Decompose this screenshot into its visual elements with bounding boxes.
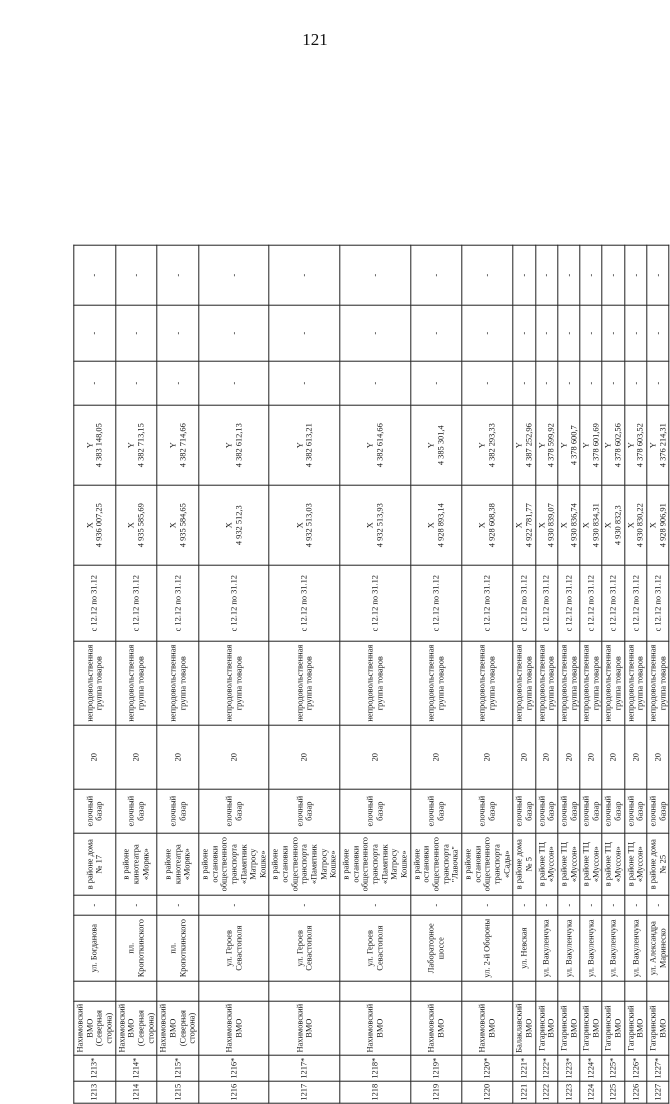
street-cell: ул. 2-й Обороны: [462, 915, 513, 981]
row-id-cell: 1215*: [157, 1055, 199, 1081]
blank-cell: -: [157, 895, 199, 915]
area-cell: 20: [74, 725, 116, 789]
period-cell: с 12.12 по 31.12: [340, 565, 411, 641]
area-cell: 20: [558, 725, 580, 789]
blank-cell: -: [462, 245, 513, 305]
street-cell: ул. Героев Севастополя: [340, 915, 411, 981]
object-type-cell: елочный базар: [513, 789, 535, 833]
object-type-cell: елочный базар: [74, 789, 116, 833]
street-cell: ул. Героев Севастополя: [199, 915, 270, 981]
period-cell: с 12.12 по 31.12: [74, 565, 116, 641]
coordinate-x-cell: X 4 935 584,65: [157, 485, 199, 565]
coordinate-y-cell: Y 4 378 602,56: [602, 405, 624, 485]
blank-cell: -: [199, 245, 270, 305]
row-id-cell: 1225*: [602, 1055, 624, 1081]
goods-group-cell: непродовольственная группа товаров: [157, 641, 199, 725]
period-cell: с 12.12 по 31.12: [410, 565, 461, 641]
area-cell: 20: [199, 725, 270, 789]
coordinate-x-cell: X 4 935 585,69: [115, 485, 157, 565]
blank-cell: -: [462, 305, 513, 361]
blank-cell: [580, 981, 602, 1001]
coordinate-y-cell: Y 4 382 612,13: [199, 405, 270, 485]
district-cell: Нахимовский ВМО (Северная сторона): [74, 1001, 116, 1055]
district-cell: Гагаринский ВМО: [558, 1001, 580, 1055]
location-cell: в районе дома № 25: [647, 833, 669, 895]
coordinate-y-cell: Y 4 382 713,15: [115, 405, 157, 485]
coordinate-y-cell: Y 4 387 252,96: [513, 405, 535, 485]
object-type-cell: елочный базар: [558, 789, 580, 833]
blank-cell: [269, 981, 340, 1001]
row-id-cell: 1213*: [74, 1055, 116, 1081]
street-cell: ул. Вакуленчука: [602, 915, 624, 981]
blank-cell: -: [602, 361, 624, 405]
blank-cell: -: [199, 895, 270, 915]
row-id-cell: 1214*: [115, 1055, 157, 1081]
table-row: [602, 245, 624, 1103]
row-id-cell: 1224*: [580, 1055, 602, 1081]
district-cell: Гагаринский ВМО: [647, 1001, 669, 1055]
object-type-cell: елочный базар: [340, 789, 411, 833]
blank-cell: -: [535, 895, 557, 915]
period-cell: с 12.12 по 31.12: [625, 565, 647, 641]
table-row: [513, 245, 535, 1103]
blank-cell: -: [269, 245, 340, 305]
object-type-cell: елочный базар: [580, 789, 602, 833]
blank-cell: -: [74, 305, 116, 361]
object-type-cell: елочный базар: [647, 789, 669, 833]
blank-cell: -: [625, 895, 647, 915]
row-number-cell: 1226: [625, 1081, 647, 1103]
blank-cell: -: [580, 361, 602, 405]
coordinate-y-cell: Y 4 378 599,92: [535, 405, 557, 485]
object-type-cell: елочный базар: [410, 789, 461, 833]
blank-cell: -: [157, 305, 199, 361]
goods-group-cell: непродовольственная группа товаров: [625, 641, 647, 725]
period-cell: с 12.12 по 31.12: [647, 565, 669, 641]
blank-cell: -: [602, 305, 624, 361]
location-cell: в районе дома № 5: [513, 833, 535, 895]
object-type-cell: елочный базар: [625, 789, 647, 833]
blank-cell: [199, 981, 270, 1001]
blank-cell: -: [647, 305, 669, 361]
row-id-cell: 1216*: [199, 1055, 270, 1081]
blank-cell: [115, 981, 157, 1001]
street-cell: пл. Кропоткинского: [115, 915, 157, 981]
district-cell: Нахимовский ВМО (Северная сторона): [115, 1001, 157, 1055]
location-cell: в районе ТЦ «Муссон»: [625, 833, 647, 895]
goods-group-cell: непродовольственная группа товаров: [647, 641, 669, 725]
coordinate-x-cell: X 4 922 781,77: [513, 485, 535, 565]
table-row: [647, 245, 669, 1103]
blank-cell: -: [410, 305, 461, 361]
street-cell: ул. Героев Севастополя: [269, 915, 340, 981]
object-type-cell: елочный базар: [535, 789, 557, 833]
district-cell: Гагаринский ВМО: [625, 1001, 647, 1055]
table-row: [340, 245, 411, 1103]
table-row: [410, 245, 461, 1103]
blank-cell: [340, 981, 411, 1001]
blank-cell: [602, 981, 624, 1001]
blank-cell: -: [269, 305, 340, 361]
location-cell: в районе ТЦ «Муссон»: [602, 833, 624, 895]
period-cell: с 12.12 по 31.12: [199, 565, 270, 641]
row-number-cell: 1217: [269, 1081, 340, 1103]
blank-cell: -: [602, 245, 624, 305]
row-id-cell: 1226*: [625, 1055, 647, 1081]
blank-cell: -: [535, 245, 557, 305]
goods-group-cell: непродовольственная группа товаров: [462, 641, 513, 725]
table-row: [269, 245, 340, 1103]
blank-cell: -: [535, 305, 557, 361]
street-cell: ул. Вакуленчука: [558, 915, 580, 981]
goods-group-cell: непродовольственная группа товаров: [115, 641, 157, 725]
coordinate-y-cell: Y 4 376 214,31: [647, 405, 669, 485]
period-cell: с 12.12 по 31.12: [535, 565, 557, 641]
location-cell: в районе остановки общественного транспорта «Памятник Матросу Кошке»: [269, 833, 340, 895]
row-number-cell: 1222: [535, 1081, 557, 1103]
goods-group-cell: непродовольственная группа товаров: [513, 641, 535, 725]
blank-cell: -: [462, 361, 513, 405]
goods-group-cell: непродовольственная группа товаров: [199, 641, 270, 725]
street-cell: ул. Александра Маринеско: [647, 915, 669, 981]
period-cell: с 12.12 по 31.12: [602, 565, 624, 641]
blank-cell: -: [625, 361, 647, 405]
blank-cell: [462, 981, 513, 1001]
period-cell: с 12.12 по 31.12: [157, 565, 199, 641]
blank-cell: -: [647, 245, 669, 305]
blank-cell: -: [269, 895, 340, 915]
object-type-cell: елочный базар: [115, 789, 157, 833]
blank-cell: -: [647, 895, 669, 915]
location-cell: в районе остановки общественного транспорта «Памятник Матросу Кошке»: [199, 833, 270, 895]
street-cell: Лабораторное шоссе: [410, 915, 461, 981]
row-id-cell: 1217*: [269, 1055, 340, 1081]
area-cell: 20: [625, 725, 647, 789]
blank-cell: -: [535, 361, 557, 405]
district-cell: Нахимовский ВМО: [410, 1001, 461, 1055]
blank-cell: -: [462, 895, 513, 915]
row-number-cell: 1214: [115, 1081, 157, 1103]
blank-cell: -: [269, 361, 340, 405]
area-cell: 20: [269, 725, 340, 789]
district-cell: Гагаринский ВМО: [602, 1001, 624, 1055]
district-cell: Балаклавский ВМО: [513, 1001, 535, 1055]
goods-group-cell: непродовольственная группа товаров: [340, 641, 411, 725]
coordinate-y-cell: Y 4 385 301,4: [410, 405, 461, 485]
coordinate-x-cell: X 4 936 007,25: [74, 485, 116, 565]
location-cell: в районе кинотеатра «Моряк»: [115, 833, 157, 895]
table-row: [625, 245, 647, 1103]
blank-cell: -: [647, 361, 669, 405]
row-id-cell: 1222*: [535, 1055, 557, 1081]
row-id-cell: 1227*: [647, 1055, 669, 1081]
location-cell: в районе ТЦ «Муссон»: [580, 833, 602, 895]
coordinate-x-cell: X 4 932 513,03: [269, 485, 340, 565]
blank-cell: -: [340, 895, 411, 915]
blank-cell: [535, 981, 557, 1001]
area-cell: 20: [157, 725, 199, 789]
coordinate-x-cell: X 4 932 512,3: [199, 485, 270, 565]
blank-cell: [157, 981, 199, 1001]
table-row: [535, 245, 557, 1103]
area-cell: 20: [410, 725, 461, 789]
blank-cell: -: [580, 305, 602, 361]
blank-cell: -: [602, 895, 624, 915]
period-cell: с 12.12 по 31.12: [115, 565, 157, 641]
goods-group-cell: непродовольственная группа товаров: [74, 641, 116, 725]
blank-cell: -: [199, 361, 270, 405]
row-number-cell: 1215: [157, 1081, 199, 1103]
blank-cell: -: [74, 361, 116, 405]
row-number-cell: 1220: [462, 1081, 513, 1103]
location-cell: в районе ТЦ «Муссон»: [535, 833, 557, 895]
goods-group-cell: непродовольственная группа товаров: [269, 641, 340, 725]
kiosk-location-table: [73, 245, 669, 1104]
blank-cell: -: [157, 245, 199, 305]
coordinate-x-cell: X 4 930 839,07: [535, 485, 557, 565]
blank-cell: [410, 981, 461, 1001]
blank-cell: [513, 981, 535, 1001]
area-cell: 20: [647, 725, 669, 789]
location-cell: в районе остановки общественного транспорта «Сады»: [462, 833, 513, 895]
coordinate-y-cell: Y 4 382 714,66: [157, 405, 199, 485]
row-number-cell: 1224: [580, 1081, 602, 1103]
blank-cell: -: [115, 895, 157, 915]
blank-cell: -: [558, 895, 580, 915]
blank-cell: -: [580, 895, 602, 915]
area-cell: 20: [602, 725, 624, 789]
table-row: [580, 245, 602, 1103]
location-cell: в районе дома № 17: [74, 833, 116, 895]
object-type-cell: елочный базар: [462, 789, 513, 833]
coordinate-y-cell: Y 4 378 600,7: [558, 405, 580, 485]
blank-cell: -: [340, 361, 411, 405]
district-cell: Гагаринский ВМО: [535, 1001, 557, 1055]
coordinate-y-cell: Y 4 382 293,33: [462, 405, 513, 485]
row-number-cell: 1227: [647, 1081, 669, 1103]
table-row: [115, 245, 157, 1103]
row-id-cell: 1218*: [340, 1055, 411, 1081]
object-type-cell: елочный базар: [269, 789, 340, 833]
period-cell: с 12.12 по 31.12: [580, 565, 602, 641]
blank-cell: -: [115, 361, 157, 405]
row-number-cell: 1213: [74, 1081, 116, 1103]
blank-cell: -: [157, 361, 199, 405]
location-cell: в районе ТЦ «Муссон»: [558, 833, 580, 895]
district-cell: Нахимовский ВМО: [340, 1001, 411, 1055]
blank-cell: -: [340, 305, 411, 361]
area-cell: 20: [535, 725, 557, 789]
blank-cell: -: [410, 895, 461, 915]
table-row: [199, 245, 270, 1103]
row-id-cell: 1220*: [462, 1055, 513, 1081]
blank-cell: -: [625, 305, 647, 361]
location-cell: в районе остановки общественного транспорта «Памятник Матросу Кошке»: [340, 833, 411, 895]
goods-group-cell: непродовольственная группа товаров: [558, 641, 580, 725]
area-cell: 20: [513, 725, 535, 789]
row-number-cell: 1225: [602, 1081, 624, 1103]
row-number-cell: 1219: [410, 1081, 461, 1103]
coordinate-x-cell: X 4 930 832,3: [602, 485, 624, 565]
period-cell: с 12.12 по 31.12: [462, 565, 513, 641]
table-row: [74, 245, 116, 1103]
blank-cell: -: [513, 245, 535, 305]
street-cell: ул. Богданова: [74, 915, 116, 981]
goods-group-cell: непродовольственная группа товаров: [410, 641, 461, 725]
row-number-cell: 1218: [340, 1081, 411, 1103]
blank-cell: -: [115, 305, 157, 361]
blank-cell: [558, 981, 580, 1001]
table-row: [157, 245, 199, 1103]
goods-group-cell: непродовольственная группа товаров: [580, 641, 602, 725]
district-cell: Гагаринский ВМО: [580, 1001, 602, 1055]
goods-group-cell: непродовольственная группа товаров: [535, 641, 557, 725]
blank-cell: -: [410, 245, 461, 305]
row-number-cell: 1223: [558, 1081, 580, 1103]
street-cell: ул. Вакуленчука: [625, 915, 647, 981]
street-cell: ул. Вакуленчука: [535, 915, 557, 981]
coordinate-x-cell: X 4 930 836,74: [558, 485, 580, 565]
row-number-cell: 1221: [513, 1081, 535, 1103]
blank-cell: -: [513, 305, 535, 361]
location-cell: в районе кинотеатра «Моряк»: [157, 833, 199, 895]
page-number: 121: [302, 30, 328, 49]
street-cell: пл. Кропоткинского: [157, 915, 199, 981]
row-id-cell: 1221*: [513, 1055, 535, 1081]
coordinate-x-cell: X 4 928 608,38: [462, 485, 513, 565]
object-type-cell: елочный базар: [157, 789, 199, 833]
district-cell: Нахимовский ВМО: [269, 1001, 340, 1055]
blank-cell: [625, 981, 647, 1001]
blank-cell: -: [558, 361, 580, 405]
blank-cell: -: [74, 895, 116, 915]
period-cell: с 12.12 по 31.12: [513, 565, 535, 641]
row-id-cell: 1223*: [558, 1055, 580, 1081]
street-cell: ул. Невская: [513, 915, 535, 981]
coordinate-y-cell: Y 4 383 148,05: [74, 405, 116, 485]
coordinate-y-cell: Y 4 382 613,21: [269, 405, 340, 485]
coordinate-y-cell: Y 4 378 601,69: [580, 405, 602, 485]
blank-cell: -: [199, 305, 270, 361]
blank-cell: [74, 981, 116, 1001]
area-cell: 20: [115, 725, 157, 789]
coordinate-y-cell: Y 4 378 603,52: [625, 405, 647, 485]
blank-cell: -: [558, 305, 580, 361]
blank-cell: -: [74, 245, 116, 305]
blank-cell: -: [558, 245, 580, 305]
coordinate-x-cell: X 4 932 513,93: [340, 485, 411, 565]
area-cell: 20: [580, 725, 602, 789]
coordinate-x-cell: X 4 930 834,31: [580, 485, 602, 565]
table-row: [462, 245, 513, 1103]
blank-cell: -: [580, 245, 602, 305]
period-cell: с 12.12 по 31.12: [269, 565, 340, 641]
coordinate-x-cell: X 4 928 906,91: [647, 485, 669, 565]
period-cell: с 12.12 по 31.12: [558, 565, 580, 641]
coordinate-x-cell: X 4 930 830,22: [625, 485, 647, 565]
area-cell: 20: [462, 725, 513, 789]
blank-cell: -: [625, 245, 647, 305]
object-type-cell: елочный базар: [199, 789, 270, 833]
row-number-cell: 1216: [199, 1081, 270, 1103]
goods-group-cell: непродовольственная группа товаров: [602, 641, 624, 725]
coordinate-x-cell: X 4 928 893,14: [410, 485, 461, 565]
blank-cell: -: [513, 895, 535, 915]
row-id-cell: 1219*: [410, 1055, 461, 1081]
district-cell: Нахимовский ВМО: [462, 1001, 513, 1055]
coordinate-y-cell: Y 4 382 614,66: [340, 405, 411, 485]
table-row: [558, 245, 580, 1103]
district-cell: Нахимовский ВМО: [199, 1001, 270, 1055]
location-cell: в районе остановки общественного транспорта "Лавочка": [410, 833, 461, 895]
district-cell: Нахимовский ВМО (Северная сторона): [157, 1001, 199, 1055]
street-cell: ул. Вакуленчука: [580, 915, 602, 981]
blank-cell: -: [513, 361, 535, 405]
area-cell: 20: [340, 725, 411, 789]
blank-cell: [647, 981, 669, 1001]
blank-cell: -: [340, 245, 411, 305]
object-type-cell: елочный базар: [602, 789, 624, 833]
blank-cell: -: [115, 245, 157, 305]
blank-cell: -: [410, 361, 461, 405]
